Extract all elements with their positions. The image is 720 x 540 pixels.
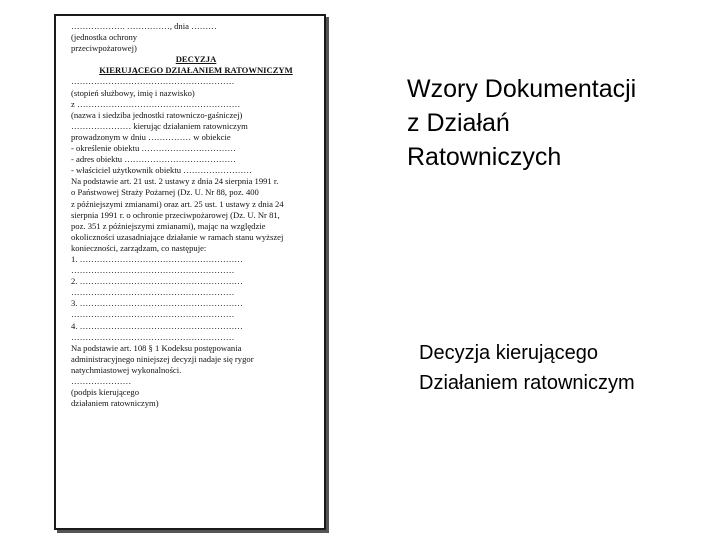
document-line: - właściciel użytkownik obiektu …………………… (71, 165, 252, 176)
document-line: DECYZJA (175, 54, 217, 65)
document-line: działaniem ratowniczym) (71, 398, 159, 409)
document-line: okoliczności uzasadniające działanie w ramach stanu wyższej (71, 231, 284, 242)
document-line: - adres obiektu ………………………………… (71, 154, 236, 165)
subtitle-line: Decyzja kierującego (419, 342, 598, 364)
page-subtitle (419, 338, 719, 398)
document-form-frame (54, 14, 326, 530)
document-form-text (71, 21, 321, 409)
document-line: administracyjnego niniejszej decyzji nadaje się rygor (71, 353, 254, 364)
document-line: o Państwowej Straży Pożarnej (Dz. U. Nr 88, poz. 400 (71, 187, 259, 198)
document-line: konieczności, zarządzam, co następuje: (71, 242, 207, 253)
document-line: - określenie obiektu …………………………… (71, 143, 236, 154)
document-line: 2. ………………………………………………… (71, 276, 243, 287)
document-line: ………………… (71, 376, 132, 386)
page-title (407, 72, 707, 174)
document-line: z późniejszymi zmianami) oraz art. 25 ust. 1 ustawy z dnia 24 (71, 198, 284, 209)
document-line: ………………………………………………… (71, 265, 235, 276)
document-line: ………………… kierując działaniem ratowniczym (71, 120, 248, 131)
document-line: natychmiastowej wykonalności. (71, 364, 182, 375)
document-line: ………………………………………………… (71, 331, 235, 342)
document-line: 1. ………………………………………………… (71, 253, 243, 264)
document-line: (nazwa i siedziba jednostki ratowniczo-gaśniczej) (71, 109, 243, 120)
document-line: sierpnia 1991 r. o ochronie przeciwpożarowej (Dz. U. Nr 81, (71, 209, 280, 220)
document-line: Na podstawie art. 21 ust. 2 ustawy z dnia 24 sierpnia 1991 r. (71, 176, 279, 187)
document-line: przeciwpożarowej) (71, 43, 137, 54)
document-line: (stopień służbowy, imię i nazwisko) (71, 87, 195, 98)
document-line: 4. ………………………………………………… (71, 320, 243, 331)
document-line: poz. 351 z późniejszymi zmianami), mając na względzie (71, 220, 266, 231)
title-line: Ratowniczych (407, 143, 562, 171)
document-line: (podpis kierującego (71, 387, 140, 398)
document-line: 3. ………………………………………………… (71, 298, 243, 309)
document-line: ………………………………………………… (71, 287, 235, 298)
document-line: ………………………………………………… (71, 76, 235, 87)
document-line: z ………………………………………………… (71, 98, 241, 109)
document-line: ………………………………………………… (71, 309, 235, 320)
title-line: z Działań (407, 109, 510, 137)
title-line: Wzory Dokumentacji (407, 75, 637, 103)
document-line: KIERUJĄCEGO DZIAŁANIEM RATOWNICZYM (99, 65, 293, 76)
document-line: (jednostka ochrony (71, 32, 138, 43)
document-line: Na podstawie art. 108 § 1 Kodeksu postępowania (71, 342, 242, 353)
document-line: prowadzonym w dniu …………… w obiekcie (71, 131, 231, 142)
subtitle-line: Działaniem ratowniczym (419, 372, 635, 394)
document-line: ………………. ……………, dnia ……… (71, 21, 217, 31)
